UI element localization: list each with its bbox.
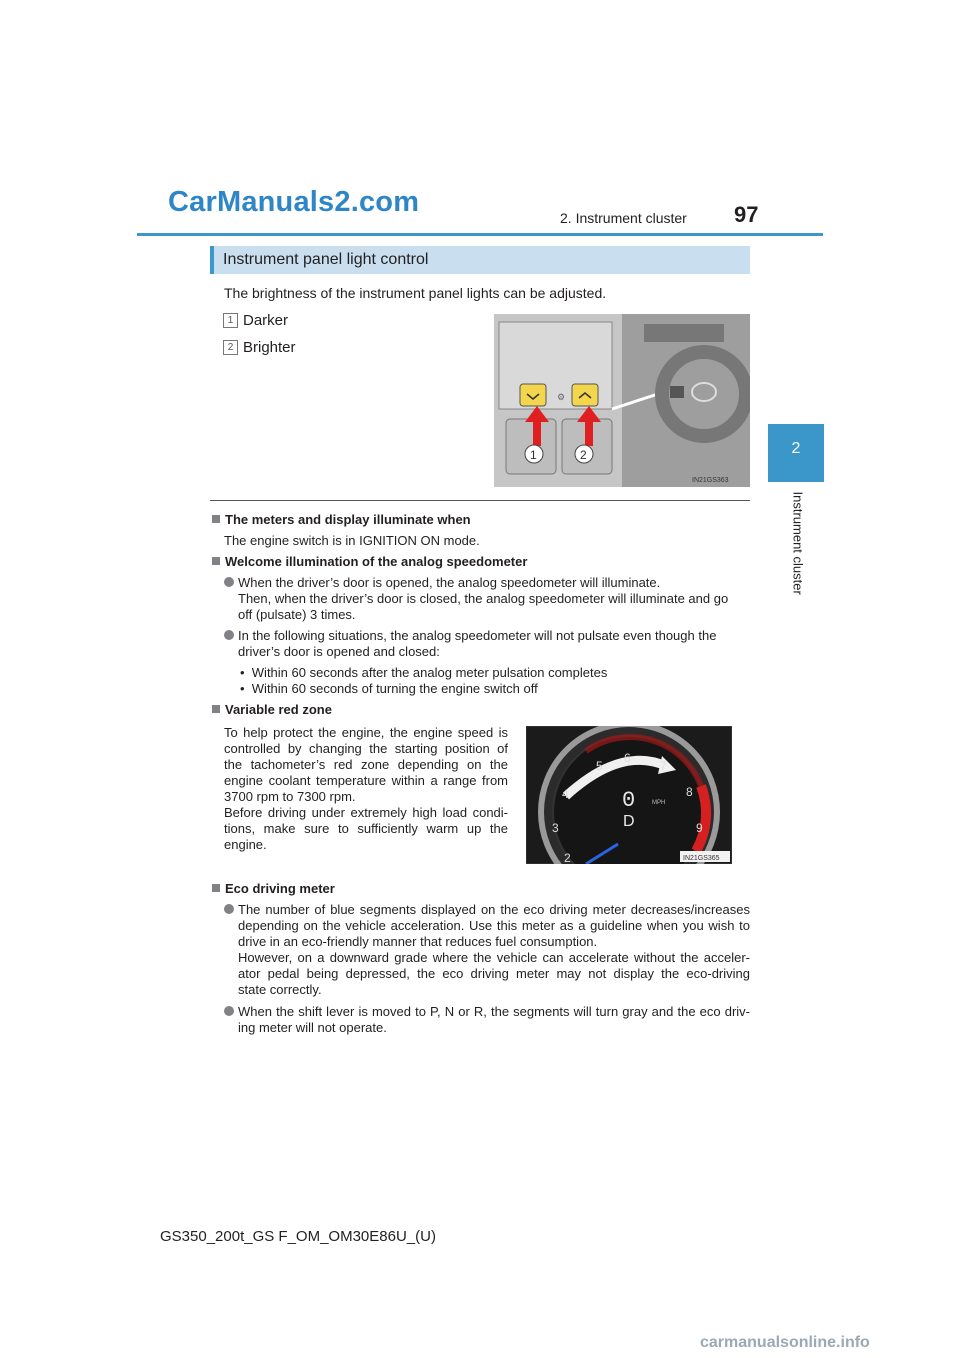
gauge-tick-label: 3 xyxy=(552,821,559,835)
page-number: 97 xyxy=(734,202,759,227)
section-accent xyxy=(210,246,214,274)
note-eco-title-text: Eco driving meter xyxy=(225,881,335,896)
redzone-line: tions, make sure to sufficiently warm up the xyxy=(224,821,508,836)
welcome-bullet-1-line-2: Then, when the driver’s door is closed, the analog speedometer will illuminate and go xyxy=(238,591,729,606)
redzone-line: engine. xyxy=(224,837,267,852)
chapter-number: 2 xyxy=(791,440,801,457)
item-label-darker: Darker xyxy=(243,312,289,329)
dashboard-illustration xyxy=(494,314,750,487)
subitem-2-text: Within 60 seconds of turning the engine switch off xyxy=(251,681,538,696)
square-bullet-icon xyxy=(212,515,220,523)
eco-line: However, on a downward grade where the vehicle can accelerate without the acceler- xyxy=(238,950,750,965)
note-meters-text: The engine switch is in IGNITION ON mode. xyxy=(224,533,480,548)
circle-bullet-icon xyxy=(224,630,234,640)
redzone-line: 3700 rpm to 7300 rpm. xyxy=(224,789,356,804)
eco-line: state correctly. xyxy=(238,982,322,997)
circle-bullet-icon xyxy=(224,904,234,914)
gauge-speed: 0 xyxy=(622,788,636,813)
redzone-line: controlled by changing the starting position of xyxy=(224,741,508,756)
figure-tachometer xyxy=(526,726,732,864)
figure-dashboard-switches xyxy=(494,314,750,487)
eco-line: When the shift lever is moved to P, N or R, the segments will turn gray and the eco driv- xyxy=(224,1004,750,1020)
circle-bullet-icon xyxy=(224,1006,234,1016)
svg-text:⚙: ⚙ xyxy=(557,392,566,402)
gauge-tick-label: 2 xyxy=(564,851,571,864)
item-number-2: 2 xyxy=(223,340,238,355)
eco-line: The number of blue segments displayed on the eco driving meter decreases/increases xyxy=(224,902,750,918)
redzone-line: To help protect the engine, the engine speed is xyxy=(224,725,508,740)
section-title: Instrument panel light control xyxy=(223,251,429,268)
footer-watermark: carmanualsonline.info xyxy=(700,1334,870,1351)
welcome-subitem-2: • Within 60 seconds of turning the engine switch off xyxy=(240,681,538,696)
footer-doc-code: GS350_200t_GS F_OM_OM30E86U_(U) xyxy=(160,1228,436,1245)
redzone-line: Before driving under extremely high load condi- xyxy=(224,805,508,820)
chapter-title-text: Instrument cluster xyxy=(790,491,806,595)
welcome-bullet-1-line-1 xyxy=(224,575,660,591)
square-bullet-icon xyxy=(212,557,220,565)
welcome-subitem-1: • Within 60 seconds after the analog meter pulsation completes xyxy=(240,665,608,680)
welcome-bullet-1-line-3: off (pulsate) 3 times. xyxy=(238,607,356,622)
gauge-tick-label: 5 xyxy=(596,759,603,773)
site-watermark: CarManuals2.com xyxy=(168,186,420,218)
note-meters-title xyxy=(212,512,471,527)
gauge-gear: D xyxy=(623,813,635,830)
gauge-tick-label: 8 xyxy=(686,785,693,799)
eco-bullet-2 xyxy=(224,1004,750,1036)
note-redzone-title-text: Variable red zone xyxy=(225,702,332,717)
welcome-b2-l1-text: In the following situations, the analog speedometer will not pulsate even though the xyxy=(238,628,717,643)
redzone-line: engine coolant temperature within a range from xyxy=(224,773,508,788)
gauge-tick-label: 4 xyxy=(562,787,569,801)
eco-line: ator pedal being depressed, the eco driving meter may not display the eco-driving xyxy=(238,966,750,981)
subitem-1-text: Within 60 seconds after the analog meter pulsation completes xyxy=(251,665,608,680)
eco-bullet-1 xyxy=(224,902,750,998)
circle-bullet-icon xyxy=(224,577,234,587)
note-eco-title xyxy=(212,881,335,896)
header-rule xyxy=(137,233,823,236)
eco-line: depending on the vehicle acceleration. Use this meter as a guideline when you wish to xyxy=(238,918,750,933)
gauge-tick-label: 9 xyxy=(696,821,703,835)
chapter-tab xyxy=(768,424,824,482)
gauge-unit: MPH xyxy=(652,800,666,806)
section-header-bar xyxy=(210,246,750,274)
eco-line: drive in an eco-friendly manner that reduces fuel consumption. xyxy=(238,934,598,949)
section-intro: The brightness of the instrument panel lights can be adjusted. xyxy=(224,285,607,301)
item-number-1: 1 xyxy=(223,313,238,328)
header-section-title: 2. Instrument cluster xyxy=(560,210,687,226)
note-welcome-title-text: Welcome illumination of the analog speedometer xyxy=(225,554,528,569)
welcome-bullet-2-line-1 xyxy=(224,628,716,644)
square-bullet-icon xyxy=(212,884,220,892)
figure1-code: IN21GS363 xyxy=(692,477,729,484)
welcome-bullet-2-line-2: driver’s door is opened and closed: xyxy=(238,644,440,659)
notes-divider xyxy=(210,500,750,501)
eco-line: ing meter will not operate. xyxy=(238,1020,387,1035)
gauge-tick-label: 6 xyxy=(624,751,631,765)
redzone-paragraph xyxy=(224,725,508,853)
gauge-tick-label: 7 xyxy=(660,759,667,773)
figure2-code: IN21GS365 xyxy=(683,855,720,862)
note-redzone-title xyxy=(212,702,332,717)
chapter-side-title xyxy=(790,492,804,612)
welcome-b1-l1-text: When the driver’s door is opened, the analog speedometer will illuminate. xyxy=(238,575,661,590)
tachometer-illustration xyxy=(526,726,732,864)
svg-text:1: 1 xyxy=(530,448,537,462)
redzone-line: the tachometer’s red zone depending on the xyxy=(224,757,508,772)
note-welcome-title xyxy=(212,554,527,569)
item-label-brighter: Brighter xyxy=(243,339,296,356)
svg-text:2: 2 xyxy=(580,448,587,462)
square-bullet-icon xyxy=(212,705,220,713)
note-meters-title-text: The meters and display illuminate when xyxy=(225,512,471,527)
